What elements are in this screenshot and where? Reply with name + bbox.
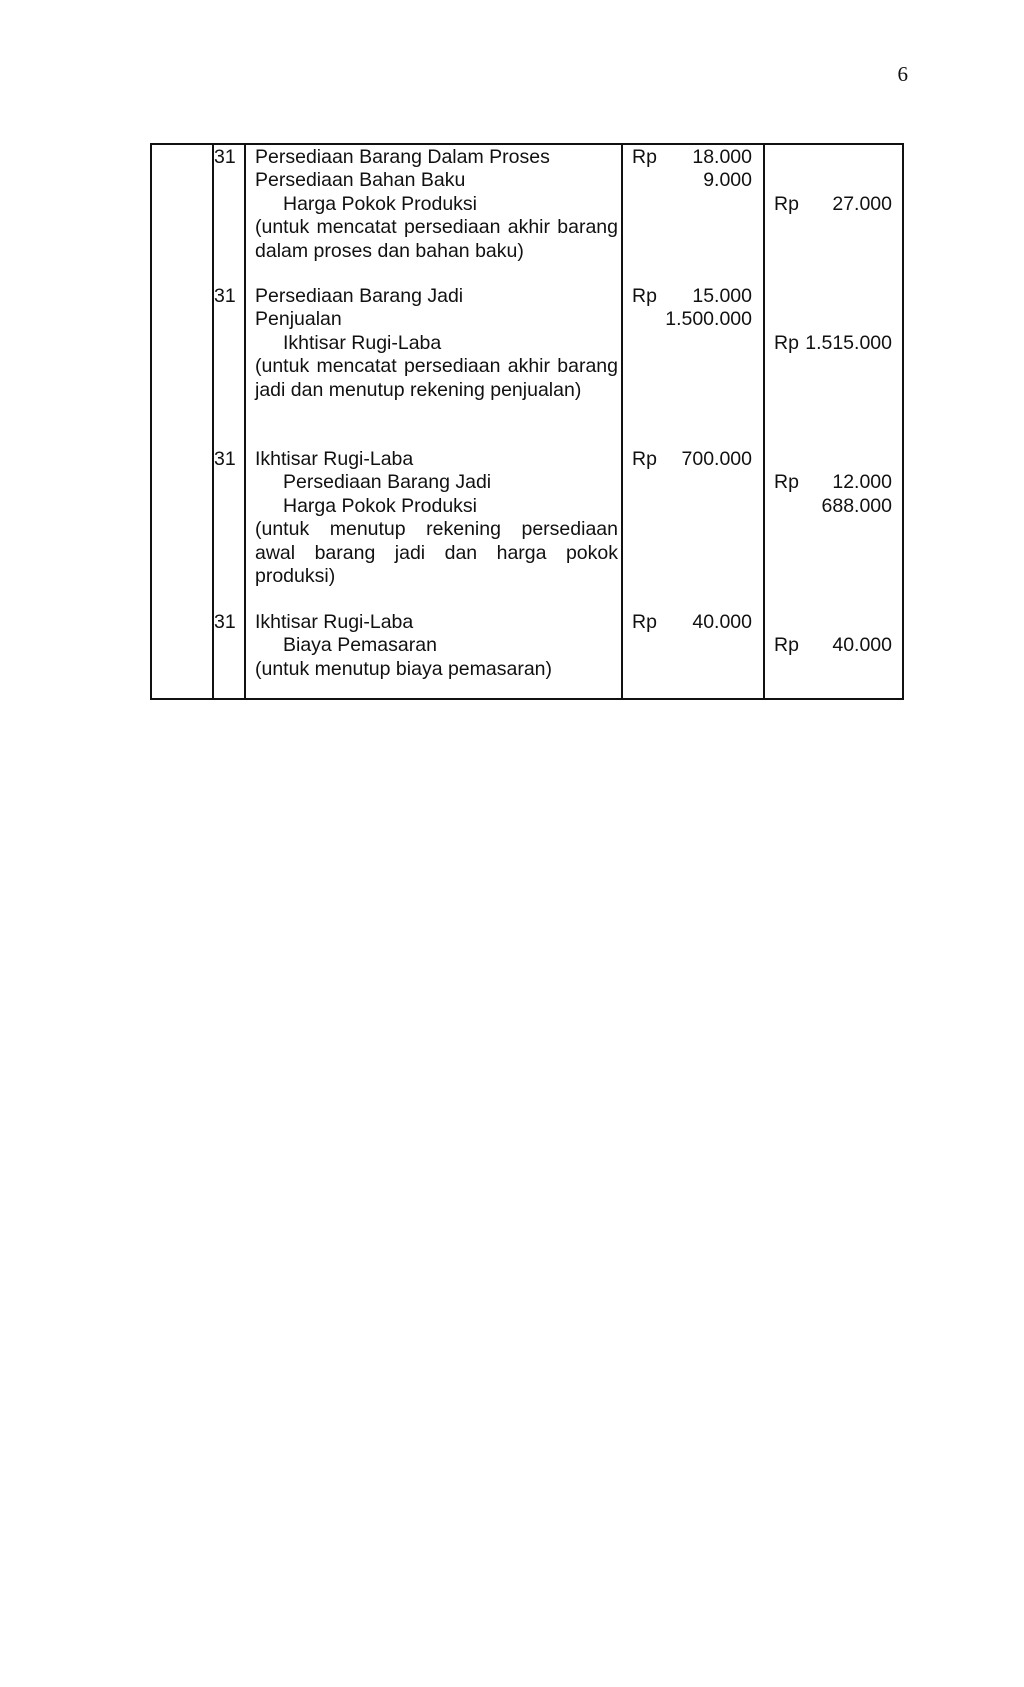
amount-value: 15.000 [692, 285, 752, 307]
currency-label: Rp [632, 146, 657, 168]
debit-amount [632, 308, 752, 331]
currency-label: Rp [632, 285, 657, 307]
amount-value: 12.000 [832, 471, 892, 494]
account-line: Biaya Pemasaran [283, 634, 437, 657]
amount-value: 40.000 [832, 634, 892, 657]
debit-amount [632, 285, 752, 308]
currency-label: Rp [774, 471, 799, 494]
page-number: 6 [897, 62, 908, 86]
credit-amount [774, 332, 892, 355]
credit-amount [774, 634, 892, 657]
column-divider [244, 145, 247, 698]
account-line: Ikhtisar Rugi-Laba [255, 448, 414, 470]
account-line: Ikhtisar Rugi-Laba [255, 611, 414, 633]
amount-value: 9.000 [703, 169, 752, 192]
amount-value: 27.000 [832, 192, 892, 215]
debit-amount [632, 448, 752, 471]
entry-date: 31 [214, 611, 236, 633]
entry-date: 31 [214, 146, 236, 168]
currency-label: Rp [774, 331, 799, 354]
account-line: Persediaan Bahan Baku [255, 169, 466, 192]
debit-amount [632, 146, 752, 169]
entry-description [255, 146, 618, 263]
entry-description [255, 448, 618, 588]
amount-value: 18.000 [692, 146, 752, 168]
entry-date: 31 [214, 448, 236, 470]
amount-value: 688.000 [821, 494, 892, 517]
entry-note: (untuk menutup rekening persediaan awal barang jadi dan harga pokok produksi) [255, 518, 618, 588]
column-divider [621, 145, 624, 698]
amount-value: 40.000 [692, 611, 752, 633]
entry-note: (untuk mencatat persediaan akhir barang jadi dan menutup rekening penjualan) [255, 355, 618, 401]
amount-value: 700.000 [681, 448, 752, 470]
credit-amount [774, 193, 892, 216]
entry-note: (untuk mencatat persediaan akhir barang dalam proses dan bahan baku) [255, 216, 618, 262]
entry-date: 31 [214, 285, 236, 307]
account-line: Persediaan Barang Dalam Proses [255, 146, 550, 168]
account-line: Harga Pokok Produksi [283, 494, 478, 517]
amount-value: 1.515.000 [805, 331, 892, 354]
entry-note: (untuk menutup biaya pemasaran) [255, 657, 553, 680]
entry-description [255, 285, 618, 402]
amount-value: 1.500.000 [665, 308, 752, 331]
credit-amount [774, 495, 892, 518]
debit-amount [632, 611, 752, 634]
account-line: Persediaan Barang Jadi [255, 285, 464, 307]
currency-label: Rp [632, 448, 657, 470]
journal-table [150, 143, 904, 700]
entry-description [255, 611, 618, 681]
credit-amount [774, 471, 892, 494]
currency-label: Rp [632, 611, 657, 633]
debit-amount [632, 169, 752, 192]
currency-label: Rp [774, 192, 799, 215]
column-divider [763, 145, 766, 698]
account-line: Persediaan Barang Jadi [283, 471, 492, 494]
currency-label: Rp [774, 634, 799, 657]
account-line: Penjualan [255, 308, 342, 331]
account-line: Ikhtisar Rugi-Laba [283, 331, 442, 354]
account-line: Harga Pokok Produksi [283, 192, 478, 215]
